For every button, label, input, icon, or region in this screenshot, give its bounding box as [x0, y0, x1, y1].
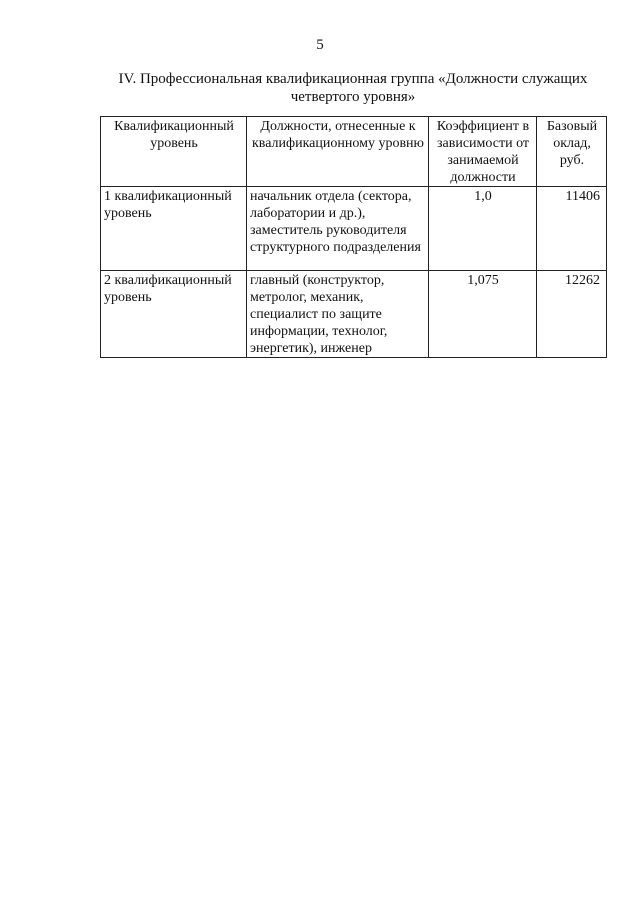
section-title-line-1: IV. Профессиональная квалификационная группа «Должности служащих: [118, 71, 588, 87]
cell-coefficient: 1,0: [429, 187, 537, 271]
cell-salary: 12262: [537, 271, 607, 358]
cell-level: 1 квалификационный уровень: [101, 187, 247, 271]
cell-salary: 11406: [537, 187, 607, 271]
cell-level: 2 квалификационный уровень: [101, 271, 247, 358]
table-row: [101, 271, 607, 358]
section-title: [100, 70, 606, 106]
header-coefficient: Коэффициент в зависимости от занимаемой должности: [429, 117, 537, 187]
qualification-table: [100, 116, 607, 358]
header-qualification-level: Квалификационный уровень: [101, 117, 247, 187]
page-number: 5: [316, 37, 324, 53]
cell-coefficient: 1,075: [429, 271, 537, 358]
table-header-row: [101, 117, 607, 187]
header-base-salary: Базовый оклад, руб.: [537, 117, 607, 187]
cell-positions: главный (конструктор, метролог, механик, специалист по защите информации, технолог, энергетик), инженер: [247, 271, 429, 358]
section-title-line-2: четвертого уровня»: [290, 89, 416, 105]
cell-positions: начальник отдела (сектора, лаборатории и др.), заместитель руководителя структурного подразделения: [247, 187, 429, 271]
table-row: [101, 187, 607, 271]
header-positions: Должности, отнесенные к квалификационному уровню: [247, 117, 429, 187]
